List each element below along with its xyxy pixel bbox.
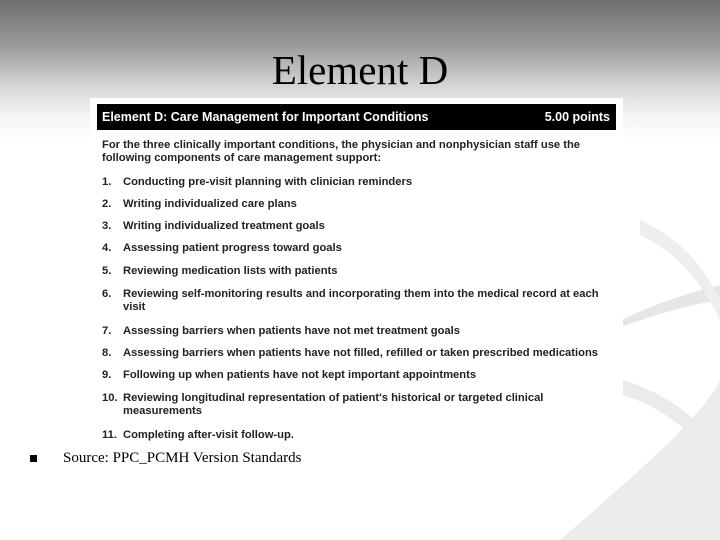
document-intro: For the three clinically important conditions, the physician and nonphysician staff use the following components of care management support: (102, 139, 581, 164)
source-citation: Source: PPC_PCMH Version Standards (63, 450, 302, 466)
list-item-number: 1. (102, 176, 112, 188)
list-item-text: Reviewing self-monitoring results and incorporating them into the medical record at each visit (123, 288, 599, 313)
list-item-text: Assessing patient progress toward goals (123, 242, 342, 254)
list-item-text: Assessing barriers when patients have not filled, refilled or taken prescribed medications (123, 347, 598, 359)
list-item-number: 5. (102, 265, 112, 277)
list-item-text: Conducting pre-visit planning with clinician reminders (123, 176, 413, 188)
list-item (102, 429, 603, 442)
list-item-text: Reviewing longitudinal representation of patient's historical or targeted clinical measurements (123, 392, 544, 417)
list-item-number: 11. (102, 429, 117, 441)
square-bullet-icon (30, 455, 37, 462)
list-item-number: 10. (102, 392, 118, 404)
list-item-text: Reviewing medication lists with patients (123, 265, 338, 277)
list-item (102, 265, 603, 278)
list-item (102, 347, 603, 360)
list-item-number: 7. (102, 325, 112, 337)
list-item (102, 392, 603, 418)
list-item-number: 9. (102, 369, 112, 381)
list-item (102, 369, 603, 382)
list-item (102, 220, 603, 233)
document-header-title: Element D: Care Management for Important Conditions (102, 110, 429, 124)
slide-title: Element D (271, 47, 449, 93)
standards-document (90, 98, 623, 448)
document-header-bar (97, 104, 616, 130)
list-item (102, 325, 603, 338)
list-item-number: 6. (102, 288, 112, 300)
list-item (102, 242, 603, 255)
list-item (102, 176, 603, 189)
list-item-number: 3. (102, 220, 112, 232)
list-item-text: Writing individualized treatment goals (123, 220, 325, 232)
list-item-number: 2. (102, 198, 112, 210)
list-item-text: Following up when patients have not kept important appointments (123, 369, 477, 381)
list-item (102, 198, 603, 211)
document-header-points: 5.00 points (544, 110, 610, 124)
list-item-number: 8. (102, 347, 112, 359)
list-item-number: 4. (102, 242, 112, 254)
list-item-text: Writing individualized care plans (123, 198, 297, 210)
source-bullet-row (30, 450, 302, 467)
list-item (102, 288, 603, 314)
list-item-text: Completing after-visit follow-up. (123, 429, 294, 441)
list-item-text: Assessing barriers when patients have not met treatment goals (123, 325, 460, 337)
